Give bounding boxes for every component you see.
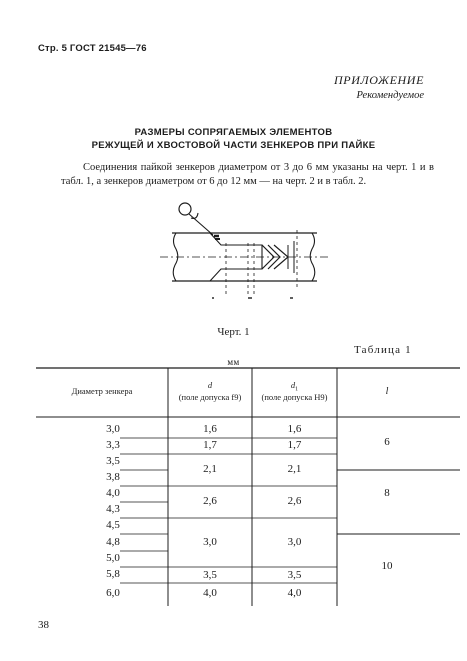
d-cell: 1,7: [203, 439, 217, 451]
diameter-cell: 3,0: [106, 423, 120, 435]
appendix-status: Рекомендуемое: [356, 90, 424, 101]
diameter-cell: 4,0: [106, 487, 120, 499]
table-unit: мм: [227, 357, 240, 367]
diameter-cell: 4,8: [106, 536, 120, 548]
drawing-caption: Черт. 1: [217, 326, 250, 338]
diameter-cell: 6,0: [106, 587, 120, 599]
d1-cell: 3,5: [287, 569, 302, 581]
d1-cell: 2,6: [287, 495, 302, 507]
l-cell: 10: [381, 560, 393, 572]
d-cell: 2,1: [203, 463, 217, 475]
header-d1-symbol: d: [290, 380, 296, 390]
diameter-cell: 4,3: [106, 503, 120, 515]
section-title-line-1: РАЗМЕРЫ СОПРЯГАЕМЫХ ЭЛЕМЕНТОВ: [134, 127, 333, 138]
d1-cell: 4,0: [287, 587, 302, 599]
d1-cell: 3,0: [287, 536, 302, 548]
d1-cell: 1,6: [287, 423, 302, 435]
page-number: 38: [38, 619, 49, 631]
d1-cell: 2,1: [287, 463, 302, 475]
l-cell: 6: [384, 436, 390, 448]
diameter-cell: 5,8: [106, 568, 120, 580]
diameter-cell: 3,8: [106, 471, 120, 483]
d-cell: 3,0: [203, 536, 217, 548]
header-d1-subscript: 1: [295, 386, 299, 393]
diameter-cell: 3,5: [106, 455, 120, 467]
d-cell: 1,6: [203, 423, 217, 435]
section-title-line-2: РЕЖУЩЕЙ И ХВОСТОВОЙ ЧАСТИ ЗЕНКЕРОВ ПРИ ПАЙКЕ: [91, 140, 376, 151]
running-header: Стр. 5 ГОСТ 21545—76: [38, 43, 147, 54]
l-cell: 8: [384, 487, 390, 499]
table-number: Таблица 1: [354, 344, 412, 356]
appendix-label: ПРИЛОЖЕНИЕ: [334, 73, 424, 87]
header-d: [168, 380, 252, 391]
d-cell: 2,6: [203, 495, 217, 507]
header-l: l: [385, 386, 389, 397]
d1-cell: 1,7: [287, 439, 302, 451]
d-cell: 4,0: [203, 587, 217, 599]
body-paragraph: Соединения пайкой зенкеров диаметром от 3 до 6 мм указаны на черт. 1 и в табл. 1, а зенкеров диаметром от 6 до 12 мм — на черт. 2 и в табл. 2.: [61, 162, 434, 187]
diameter-cell: 4,5: [106, 519, 120, 531]
header-diameter: Диаметр зенкера: [71, 386, 133, 396]
diameter-cell: 5,0: [106, 552, 120, 564]
diameter-cell: 3,3: [106, 439, 120, 451]
header-d1-note: (поле допуска H9): [261, 392, 328, 402]
d-cell: 3,5: [203, 569, 217, 581]
header-d-note: (поле допуска f9): [178, 392, 242, 402]
header-d-symbol: d: [207, 380, 213, 390]
